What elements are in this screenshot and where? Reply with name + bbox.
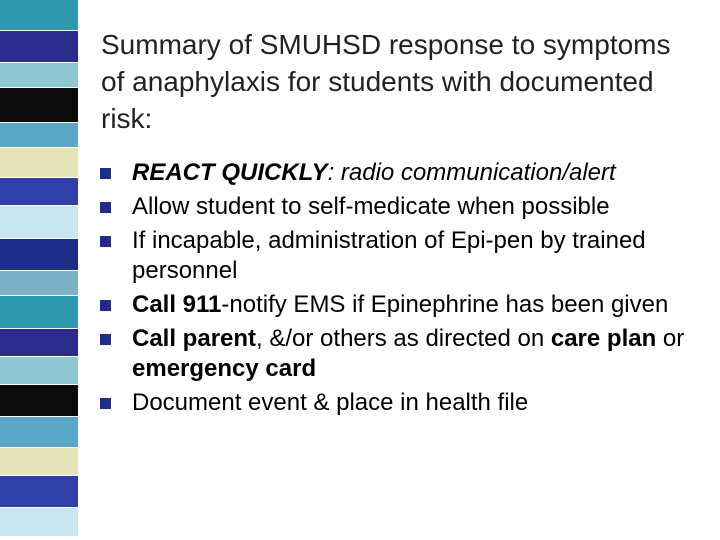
square-bullet-icon	[100, 398, 111, 409]
bullet-item	[100, 388, 710, 418]
bullet-item	[100, 226, 710, 286]
stripe-segment	[0, 0, 78, 31]
stripe-segment	[0, 63, 78, 88]
bullet-text: -notify EMS if Epinephrine has been given	[221, 291, 669, 318]
stripe-segment	[0, 357, 78, 385]
bullet-text: , &/or others as directed on	[256, 325, 551, 352]
bullet-text: care plan	[550, 325, 657, 352]
stripe-segment	[0, 88, 78, 123]
square-bullet-icon	[100, 168, 111, 179]
stripe-segment	[0, 296, 78, 329]
bullet-text: emergency card	[132, 355, 317, 382]
bullet-item	[100, 324, 710, 384]
square-bullet-icon	[100, 300, 111, 311]
stripe-segment	[0, 178, 78, 206]
stripe-segment	[0, 123, 78, 148]
square-bullet-icon	[100, 236, 111, 247]
stripe-segment	[0, 417, 78, 448]
square-bullet-icon	[100, 202, 111, 213]
decorative-stripe	[0, 0, 78, 540]
bullet-text: Call 911	[132, 291, 222, 318]
stripe-segment	[0, 385, 78, 417]
bullet-text: REACT QUICKLY	[132, 159, 328, 186]
square-bullet-icon	[100, 334, 111, 345]
stripe-segment	[0, 271, 78, 296]
bullet-item	[100, 192, 710, 222]
slide-title: Summary of SMUHSD response to symptoms of anaphylaxis for students with documented risk:	[101, 29, 671, 134]
bullet-list	[100, 158, 710, 422]
bullet-text: : radio communication/alert	[327, 159, 616, 186]
bullet-text: Call parent	[132, 325, 257, 352]
stripe-segment	[0, 476, 78, 508]
stripe-segment	[0, 448, 78, 476]
stripe-segment	[0, 31, 78, 63]
bullet-item	[100, 158, 710, 188]
bullet-text: or	[656, 325, 685, 352]
bullet-item	[100, 290, 710, 320]
stripe-segment	[0, 329, 78, 357]
stripe-segment	[0, 148, 78, 178]
bullet-text: If incapable, administration of Epi-pen by trained personnel	[132, 227, 646, 284]
stripe-segment	[0, 206, 78, 239]
bullet-text: Allow student to self-medicate when possible	[132, 193, 610, 220]
bullet-text: Document event & place in health file	[132, 389, 529, 416]
stripe-segment	[0, 508, 78, 537]
stripe-segment	[0, 239, 78, 271]
